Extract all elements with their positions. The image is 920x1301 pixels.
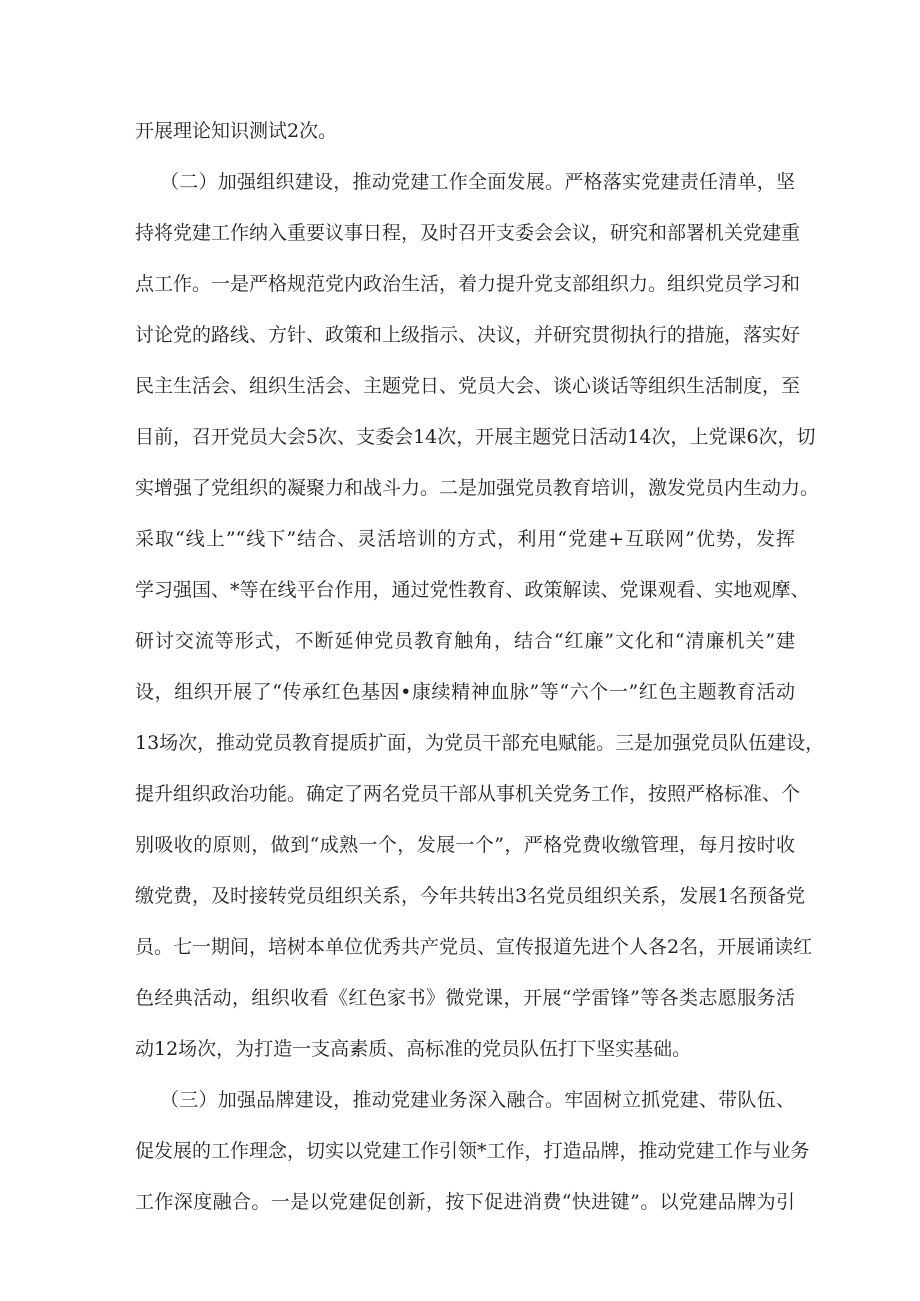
- document-body: [135, 117, 825, 1217]
- text-line: 缴党费，及时接转党员组织关系，今年共转出3名党员组织关系，发展1名预备党: [135, 885, 806, 907]
- text-line: 工作深度融合。一是以党建促创新，按下促进消费“快进键”。以党建品牌为引: [135, 1191, 795, 1213]
- text-line: 开展理论知识测试2次。: [135, 120, 338, 142]
- text-line: （二）加强组织建设，推动党建工作全面发展。严格落实党建责任清单，坚: [160, 171, 795, 193]
- text-line: 动12场次，为打造一支高素质、高标准的党员队伍打下坚实基础。: [135, 1038, 692, 1060]
- text-line: 提升组织政治功能。确定了两名党员干部从事机关党务工作，按照严格标准、个: [135, 783, 801, 805]
- text-line: 别吸收的原则，做到“成熟一个，发展一个”，严格党费收缴管理，每月按时收: [135, 834, 795, 856]
- text-line: 研讨交流等形式，不断延伸党员教育触角，结合“红廉”文化和“清廉机关”建: [135, 630, 795, 652]
- text-line: 目前，召开党员大会5次、支委会14次，开展主题党日活动14次，上党课6次，切: [135, 426, 816, 448]
- text-line: 促发展的工作理念，切实以党建工作引领*工作，打造品牌，推动党建工作与业务: [135, 1140, 810, 1162]
- text-line: 点工作。一是严格规范党内政治生活，着力提升党支部组织力。组织党员学习和: [135, 273, 801, 295]
- text-line: 讨论党的路线、方针、政策和上级指示、决议，并研究贯彻执行的措施，落实好: [135, 324, 801, 346]
- text-line: 民主生活会、组织生活会、主题党日、党员大会、谈心谈话等组织生活制度，至: [135, 375, 801, 397]
- text-line: 持将党建工作纳入重要议事日程，及时召开支委会会议，研究和部署机关党建重: [135, 222, 801, 244]
- text-line: 员。七一期间，培树本单位优秀共产党员、宣传报道先进个人各2名，开展诵读红: [135, 936, 813, 958]
- text-line: 13场次，推动党员教育提质扩面，为党员干部充电赋能。三是加强党员队伍建设，: [135, 732, 825, 754]
- text-line: 学习强国、*等在线平台作用，通过党性教育、政策解读、党课观看、实地观摩、: [135, 579, 810, 601]
- text-line: （三）加强品牌建设，推动党建业务深入融合。牢固树立抓党建、带队伍、: [160, 1089, 795, 1111]
- text-line: 采取“线上”“线下”结合、灵活培训的方式，利用“党建+互联网”优势，发挥: [135, 528, 795, 550]
- text-line: 设，组织开展了“传承红色基因•康续精神血脉”等“六个一”红色主题教育活动: [135, 681, 795, 703]
- text-line: 色经典活动，组织收看《红色家书》微党课，开展“学雷锋”等各类志愿服务活: [135, 987, 795, 1009]
- text-line: 实增强了党组织的凝聚力和战斗力。二是加强党员教育培训，激发党员内生动力。: [135, 477, 820, 499]
